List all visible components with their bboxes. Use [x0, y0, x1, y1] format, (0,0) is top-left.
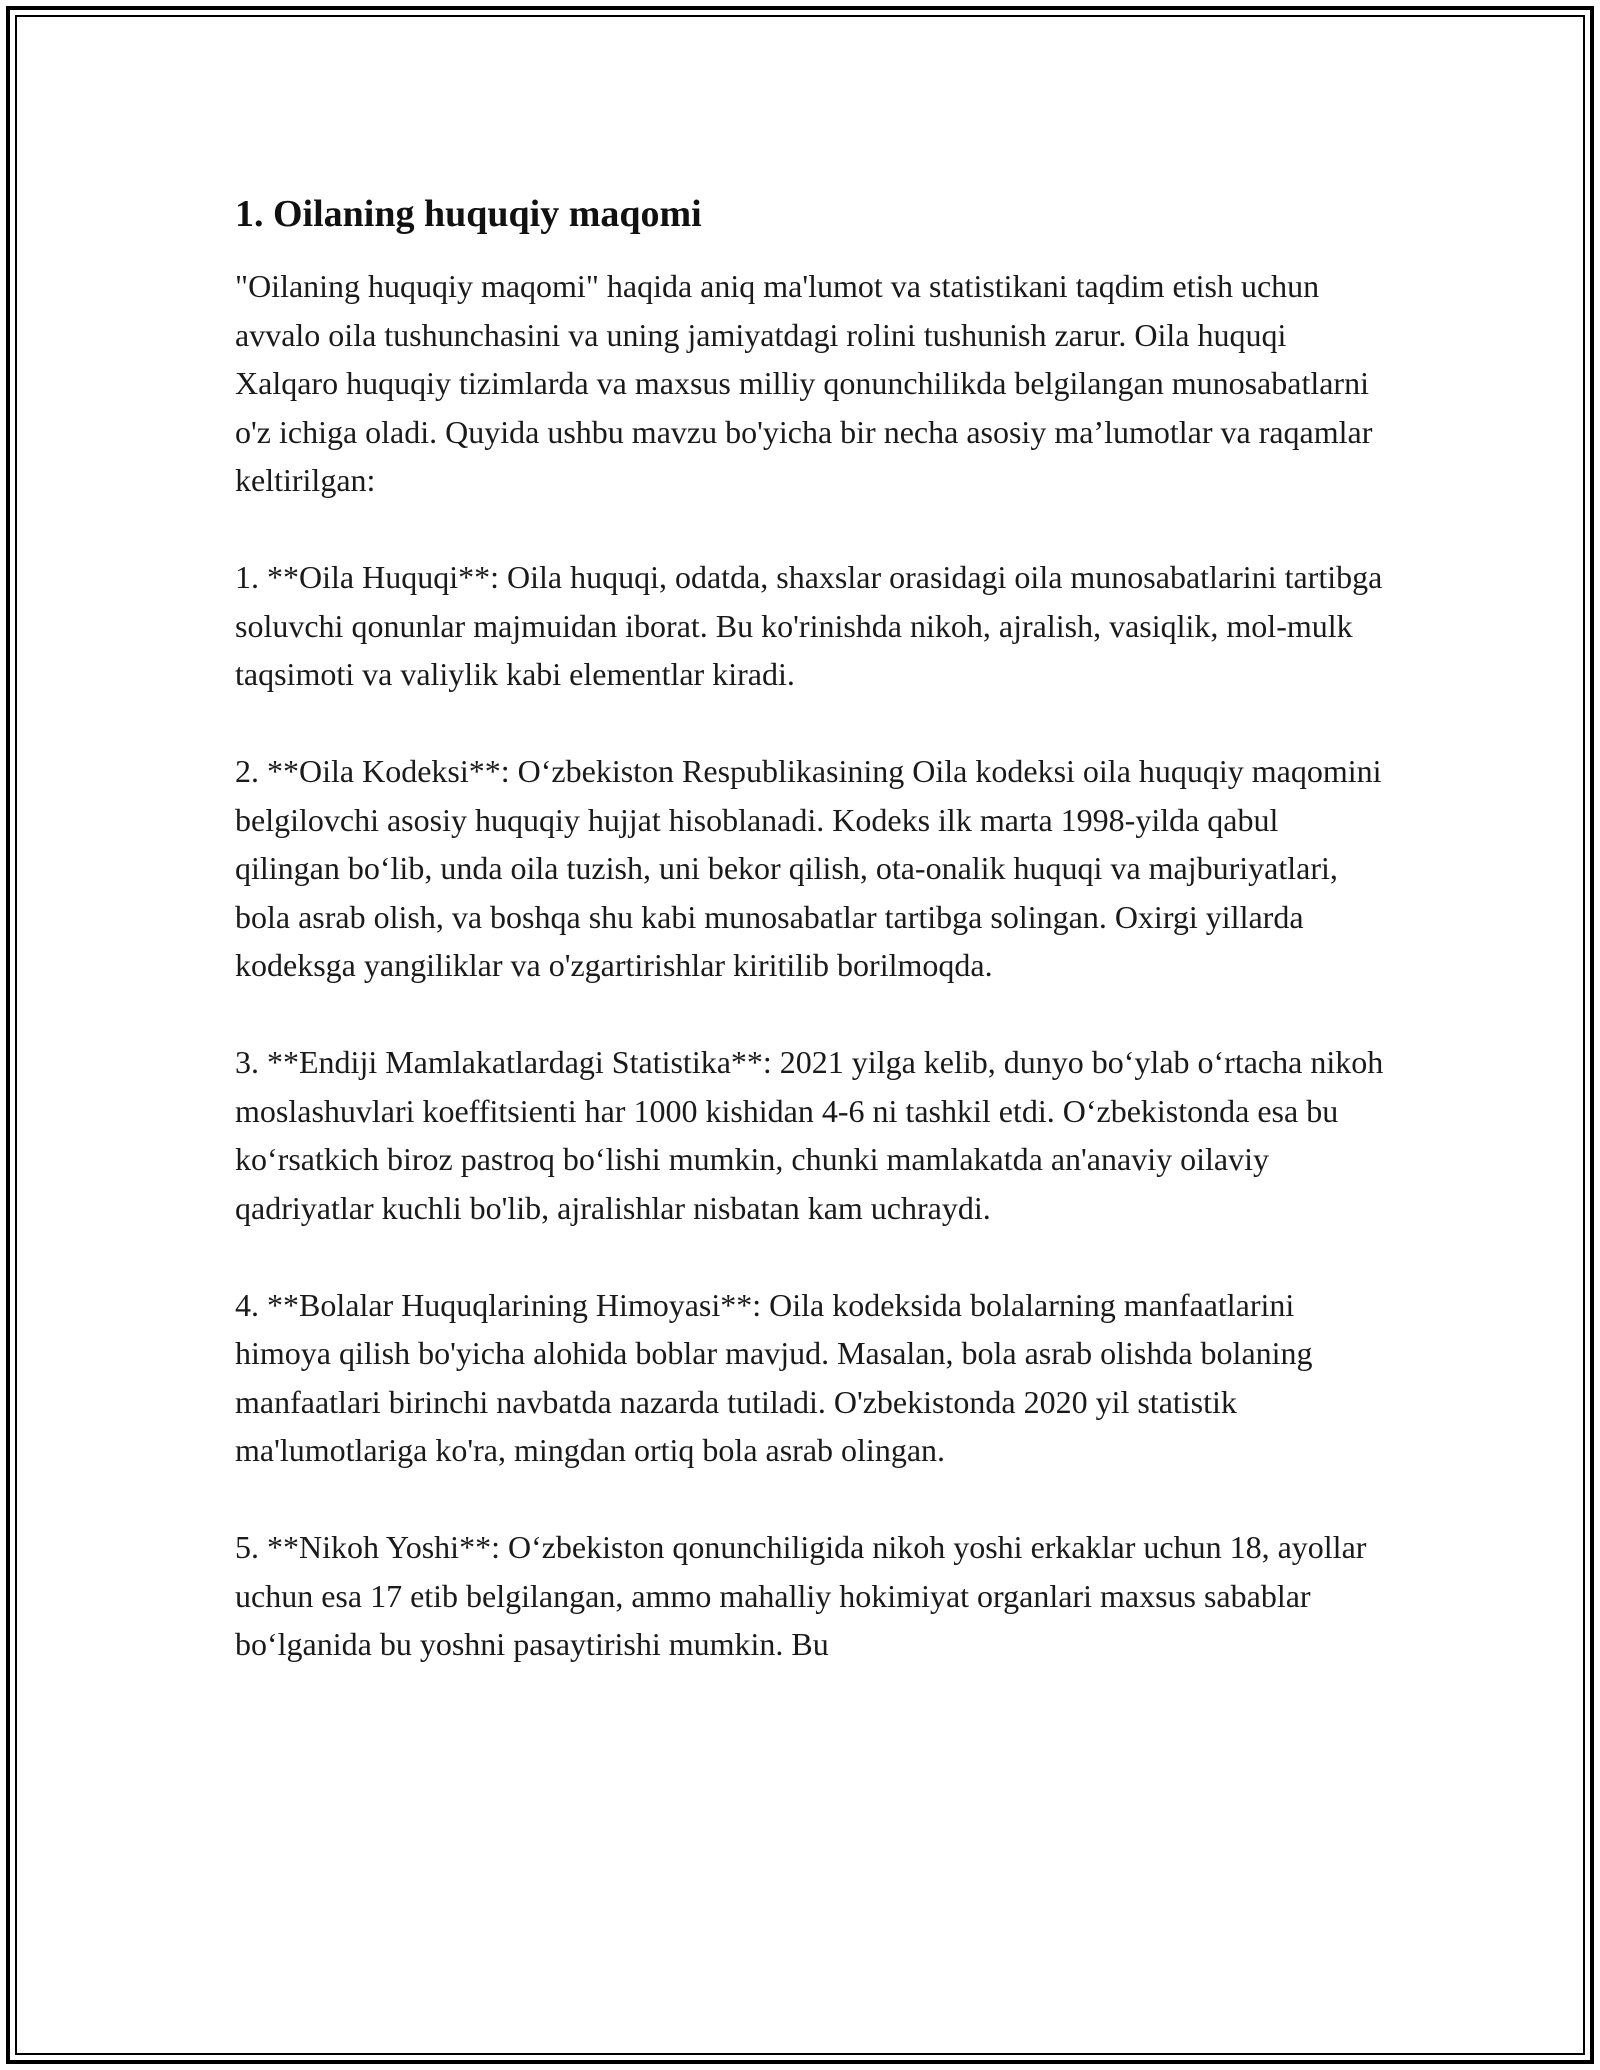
- intro-paragraph: "Oilaning huquqiy maqomi" haqida aniq ma'lumot va statistikani taqdim etish uchun avvalo oila tushunchasini va uning jamiyatdagi rolini tushunish zarur. Oila huquqi Xalqaro huquqiy tizimlarda va maxsus milliy qonunchilikda belgilangan munosabatlarni o'z ichiga oladi. Quyida ushbu mavzu bo'yicha bir necha asosiy ma’lumotlar va raqamlar keltirilgan:: [235, 268, 1373, 498]
- paragraph-bolalar-huquqlari: 4. **Bolalar Huquqlarining Himoyasi**: Oila kodeksida bolalarning manfaatlarini himoya qilish bo'yicha alohida boblar mavjud. Masalan, bola asrab olishda bolaning manfaatlari birinchi navbatda nazarda tutiladi. O'zbekistonda 2020 yil statistik ma'lumotlariga ko'ra, mingdan ortiq bola asrab olingan.: [235, 1286, 1313, 1468]
- paragraph-oila-huquqi: 1. **Oila Huquqi**: Oila huquqi, odatda, shaxslar orasidagi oila munosabatlarini tartibga soluvchi qonunlar majmuidan iborat. Bu ko'rinishda nikoh, ajralish, vasiqlik, mol-mulk taqsimoti va valiylik kabi elementlar kiradi.: [235, 559, 1383, 692]
- paragraph-nikoh-yoshi: 5. **Nikoh Yoshi**: O‘zbekiston qonunchiligida nikoh yoshi erkaklar uchun 18, ayollar uchun esa 17 etib belgilangan, ammo mahalliy hokimiyat organlari maxsus sabablar bo‘lganida bu yoshni pasaytirishi mumkin. Bu: [235, 1529, 1367, 1662]
- paragraph-statistika: 3. **Endiji Mamlakatlardagi Statistika**: 2021 yilga kelib, dunyo bo‘ylab o‘rtacha nikoh moslashuvlari koeffitsienti har 1000 kishidan 4-6 ni tashkil etdi. O‘zbekistonda esa bu ko‘rsatkich biroz pastroq bo‘lishi mumkin, chunki mamlakatda an'anaviy oilaviy qadriyatlar kuchli bo'lib, ajralishlar nisbatan kam uchraydi.: [235, 1044, 1384, 1226]
- paragraph-oila-kodeksi: 2. **Oila Kodeksi**: O‘zbekiston Respublikasining Oila kodeksi oila huquqiy maqomini belgilovchi asosiy huquqiy hujjat hisoblanadi. Kodeks ilk marta 1998-yilda qabul qilingan bo‘lib, unda oila tuzish, uni bekor qilish, ota-onalik huquqi va majburiyatlari, bola asrab olish, va boshqa shu kabi munosabatlar tartibga solingan. Oxirgi yillarda kodeksga yangiliklar va o'zgartirishlar kiritilib borilmoqda.: [235, 753, 1382, 983]
- section-heading: 1. Oilaning huquqiy maqomi: [235, 193, 702, 235]
- document-body: [235, 190, 1385, 1717]
